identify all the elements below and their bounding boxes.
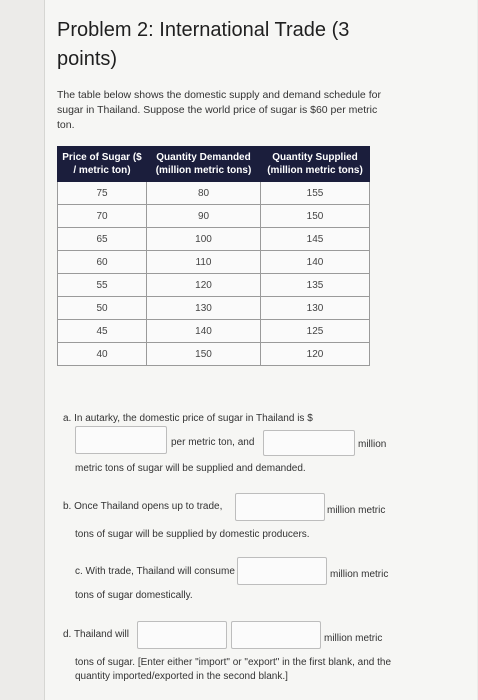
cell-demanded: 120 [147, 274, 261, 297]
header-quantity-supplied: Quantity Supplied (million metric tons) [261, 147, 370, 182]
cell-demanded: 150 [147, 343, 261, 366]
table-row [58, 182, 370, 205]
cell-supplied: 140 [261, 251, 370, 274]
header-quantity-demanded: Quantity Demanded (million metric tons) [147, 147, 261, 182]
import-export-input[interactable] [137, 621, 227, 649]
domestic-consumption-input[interactable] [237, 557, 327, 585]
question-a-text: a. In autarky, the domestic price of sugar in Thailand is $ [63, 413, 313, 424]
problem-intro: The table below shows the domestic supply and demand schedule for sugar in Thailand. Suppose the world price of sugar is $60 per metric ton. [57, 89, 381, 131]
question-a-tail: metric tons of sugar will be supplied and demanded. [75, 463, 306, 474]
cell-price: 50 [58, 297, 147, 320]
table-row [58, 274, 370, 297]
cell-price: 60 [58, 251, 147, 274]
cell-supplied: 120 [261, 343, 370, 366]
question-c-text: c. With trade, Thailand will consume [75, 566, 235, 577]
cell-demanded: 100 [147, 228, 261, 251]
cell-price: 55 [58, 274, 147, 297]
question-a-mid: per metric ton, and [171, 437, 255, 448]
problem-title: Problem 2: International Trade (3 points) [57, 19, 350, 70]
cell-demanded: 130 [147, 297, 261, 320]
table-row [58, 320, 370, 343]
table-row [58, 251, 370, 274]
cell-demanded: 140 [147, 320, 261, 343]
domestic-supply-input[interactable] [235, 493, 325, 521]
cell-demanded: 110 [147, 251, 261, 274]
trade-quantity-input[interactable] [231, 621, 321, 649]
cell-price: 75 [58, 182, 147, 205]
cell-price: 70 [58, 205, 147, 228]
cell-supplied: 150 [261, 205, 370, 228]
autarky-price-input[interactable] [75, 426, 167, 454]
question-d-text: d. Thailand will [63, 629, 129, 640]
table-row [58, 343, 370, 366]
autarky-quantity-input[interactable] [263, 430, 355, 456]
cell-price: 40 [58, 343, 147, 366]
header-price: Price of Sugar ($ / metric ton) [58, 147, 147, 182]
cell-demanded: 90 [147, 205, 261, 228]
cell-price: 65 [58, 228, 147, 251]
question-b-tail: tons of sugar will be supplied by domestic producers. [75, 529, 310, 540]
cell-supplied: 130 [261, 297, 370, 320]
cell-supplied: 125 [261, 320, 370, 343]
problem-page [44, 0, 477, 700]
supply-demand-table [57, 146, 370, 366]
cell-demanded: 80 [147, 182, 261, 205]
cell-supplied: 145 [261, 228, 370, 251]
question-c-tail: tons of sugar domestically. [75, 590, 193, 601]
question-d-tail: tons of sugar. [Enter either "import" or "export" in the first blank, and the quantity imported/exported in the second blank.] [75, 657, 392, 682]
question-b-unit: million metric [327, 505, 386, 516]
question-d-unit: million metric [324, 633, 383, 644]
cell-supplied: 135 [261, 274, 370, 297]
cell-supplied: 155 [261, 182, 370, 205]
table-row [58, 228, 370, 251]
question-c-unit: million metric [330, 569, 389, 580]
table-row [58, 205, 370, 228]
cell-price: 45 [58, 320, 147, 343]
question-a-unit: million [358, 439, 387, 450]
table-header-row [58, 147, 370, 182]
question-b-text: b. Once Thailand opens up to trade, [63, 501, 223, 512]
table-row [58, 297, 370, 320]
